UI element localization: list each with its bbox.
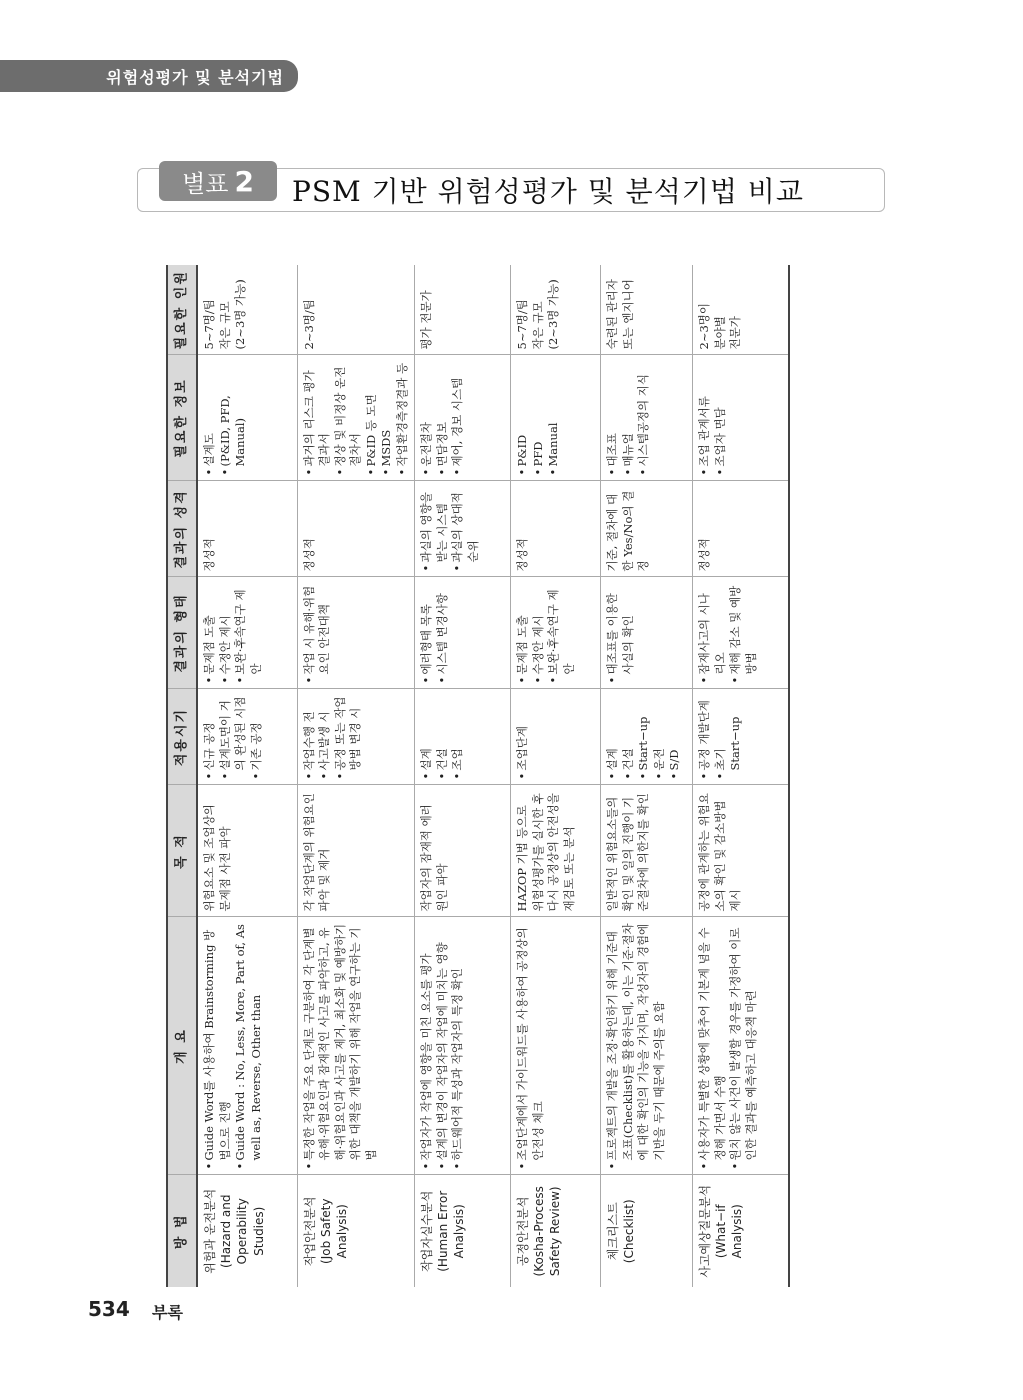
bullet-item: • 공정 개발단계 [697, 695, 713, 780]
bullet-item: • 건설 [621, 695, 637, 780]
bullet-list [419, 487, 481, 572]
bullet-item: • MSDS [379, 361, 395, 476]
cell-info [297, 355, 415, 481]
cell-timing [297, 689, 415, 785]
bullet-item: • 조업자 면담 [713, 361, 729, 476]
bullet-item: • P&ID 등 도면 [364, 361, 380, 476]
bullet-item: • P&ID [515, 361, 531, 476]
table-row [601, 265, 693, 1287]
bullet-item: • 프로젝트의 개발을 조정·확인하기 위해 기준대조표(Checklist)를 활용하는데, 이는 기준·절차에 대한 확인의 기능을 가지며, 작성자의 경험에 기반을 두기 때문에 주의를 요함 [605, 923, 667, 1170]
bullet-list [419, 695, 466, 780]
bullet-item: • 보완·후속연구 제안 [233, 583, 264, 684]
cell-people: 평가 전문가 [415, 265, 511, 355]
bullet-item: • 재해 감소 및 예방 방법 [728, 583, 759, 684]
table-title: PSM 기반 위험성평가 및 분석기법 비교 [292, 175, 804, 208]
table-body [197, 265, 789, 1287]
table-label-number: 2 [234, 164, 254, 198]
cell-method: 작업자실수분석 (Human Error Analysis) [415, 1175, 511, 1287]
bullet-item: • 사고발생 시 [317, 695, 333, 780]
bullet-list [202, 361, 249, 476]
cell-method: 공정안전분석 (Kosha-Process Safety Review) [511, 1175, 601, 1287]
bullet-item: • 공정 또는 작업 방법 변경 시 [333, 695, 364, 780]
cell-info [511, 355, 601, 481]
bullet-item: • Manual [546, 361, 562, 476]
cell-info [601, 355, 693, 481]
bullet-item: • 제어, 경보 시스템 [450, 361, 466, 476]
bullet-item: • 과거의 리스크 평가 결과서 [302, 361, 333, 476]
cell-method: 체크리스트 (Checklist) [601, 1175, 693, 1287]
bullet-item: • 수정안 제시 [218, 583, 234, 684]
bullet-item: • 과실의 영향을 받는 시스템 [419, 487, 450, 572]
table-row [693, 265, 789, 1287]
bullet-item: • 작업자가 작업에 영향을 미친 요소를 평가 [419, 923, 435, 1170]
bullet-item: • 정상 및 비정상 운전 절차서 [333, 361, 364, 476]
cell-method: 사고예상질문분석 (What−if Analysis) [693, 1175, 789, 1287]
cell-timing [693, 689, 789, 785]
cell-purpose: 공정에 관계하는 위험요소의 확인 및 감소방법 제시 [693, 785, 789, 917]
cell-result-nature: 정성적 [297, 481, 415, 577]
cell-purpose: HAZOP 기법 등으로 위험성평가를 실시한 후 다시 공정상의 안전성을 재검토 또는 분석 [511, 785, 601, 917]
bullet-list [697, 361, 728, 476]
table-row [197, 265, 297, 1287]
header-cell: 결과의 성격 [167, 481, 197, 577]
bullet-item: • Guide Word를 사용하여 Brainstorming 방법으로 진행 [202, 923, 233, 1170]
cell-timing [601, 689, 693, 785]
bullet-list [697, 583, 759, 684]
bullet-list [605, 695, 683, 780]
bullet-list [302, 361, 411, 476]
cell-method: 위험과 운전분석 (Hazard and Operability Studies) [197, 1175, 297, 1287]
cell-result-form [693, 577, 789, 689]
bullet-item: • (P&ID, PFD, Manual) [218, 361, 249, 476]
cell-purpose: 일반적인 위험요소들의 확인 및 일의 진행이 기준절차에 의한지를 확인 [601, 785, 693, 917]
bullet-item: • 작업 시 유해·위험요인 안전대책 [302, 583, 333, 684]
bullet-item: • 작업수행 전 [302, 695, 318, 780]
cell-result-form [511, 577, 601, 689]
bullet-list [605, 923, 667, 1170]
bullet-item: • 보완·후속연구 제안 [546, 583, 577, 684]
bullet-item: • 에러형태 목록 [419, 583, 435, 684]
cell-people: 숙련된 관리자 또는 엔지니어 [601, 265, 693, 355]
bullet-list [697, 695, 744, 780]
bullet-item: • 수정안 제시 [531, 583, 547, 684]
header-cell: 방 법 [167, 1175, 197, 1287]
bullet-item: • 특정한 작업을 주요 단계로 구분하여 각 단계별 유해·위험요인과 잠재적인 사고를 파악하고, 유해·위험요인과 사고를 제거, 최소화 및 예방하기 위한 대책을 개발하기 위해 작업을 연구하는 기법 [302, 923, 380, 1170]
cell-timing [197, 689, 297, 785]
bullet-item: • 건설 [435, 695, 451, 780]
bullet-list [302, 695, 364, 780]
bullet-list [515, 923, 546, 1170]
cell-overview [297, 917, 415, 1175]
table-row [415, 265, 511, 1287]
bullet-item: • 하드웨어적 특성과 작업자의 특정 확인 [450, 923, 466, 1170]
cell-people: 2~3명이 분야별 전문가 [693, 265, 789, 355]
bullet-list [419, 583, 450, 684]
bullet-item: • PFD [531, 361, 547, 476]
bullet-item: • 대조표 [605, 361, 621, 476]
bullet-item: • 조업 관계서류 [697, 361, 713, 476]
bullet-item: • 초기 Start−up [713, 695, 744, 780]
page-number: 534 [88, 1297, 130, 1321]
cell-people: 2~3명/팀 [297, 265, 415, 355]
bullet-item: • 과실의 상대적 순위 [450, 487, 481, 572]
bullet-list [419, 923, 466, 1170]
bullet-item: • 조업단계에서 가이드워드를 사용하여 공정상의 안전성 체크 [515, 923, 546, 1170]
bullet-list [605, 583, 636, 684]
table-label-text: 별표 [182, 169, 229, 198]
bullet-item: • 잠재사고의 시나리오 [697, 583, 728, 684]
cell-purpose: 위험요소 및 조업상의 문제점 사전 파악 [197, 785, 297, 917]
bullet-item: • 시스템 변경사항 [435, 583, 451, 684]
bullet-list [515, 583, 577, 684]
cell-timing [511, 689, 601, 785]
header-cell: 결과의 형태 [167, 577, 197, 689]
bullet-item: • 면담정보 [435, 361, 451, 476]
header-cell: 필요한 정보 [167, 355, 197, 481]
bullet-list [515, 695, 531, 780]
cell-overview [601, 917, 693, 1175]
bullet-list [515, 361, 562, 476]
cell-result-nature: 정성적 [693, 481, 789, 577]
bullet-item: • 조업 [450, 695, 466, 780]
cell-result-form [415, 577, 511, 689]
cell-overview [693, 917, 789, 1175]
cell-purpose: 각 작업단계의 위험요인 파악 및 제거 [297, 785, 415, 917]
cell-info [415, 355, 511, 481]
section-header-label: 위험성평가 및 분석기법 [106, 67, 284, 87]
cell-result-nature: 기준, 절차에 대한 Yes/No의 결정 [601, 481, 693, 577]
bullet-list [202, 583, 264, 684]
bullet-list [302, 923, 380, 1170]
bullet-list [605, 361, 652, 476]
table-row [297, 265, 415, 1287]
cell-timing [415, 689, 511, 785]
bullet-item: • 설계도 [202, 361, 218, 476]
bullet-list [302, 583, 333, 684]
bullet-item: • Guide Word : No, Less, More, Part of, As well as, Reverse, Other than [233, 923, 264, 1170]
page-section-label: 부록 [152, 1303, 183, 1322]
header-cell: 필요한 인원 [167, 265, 197, 355]
cell-info [693, 355, 789, 481]
section-header-tab [0, 60, 298, 92]
bullet-item: • 시스템공정의 지식 [636, 361, 652, 476]
bullet-list [202, 695, 264, 780]
bullet-item: • 운전절차 [419, 361, 435, 476]
bullet-item: • 기존 공정 [249, 695, 265, 780]
bullet-item: • 문제점 도출 [515, 583, 531, 684]
bullet-item: • 설계 [605, 695, 621, 780]
bullet-item: • 운전 [652, 695, 668, 780]
rotated-table-container [166, 265, 786, 1287]
cell-result-form [197, 577, 297, 689]
bullet-item: • S/D [667, 695, 683, 780]
cell-people: 5~7명/팀 작은 규모 (2~3명 가능) [197, 265, 297, 355]
bullet-item: • 설계 [419, 695, 435, 780]
header-cell: 목 적 [167, 785, 197, 917]
bullet-item: • 작업환경측정결과 등 [395, 361, 411, 476]
bullet-item: • Start−up [636, 695, 652, 780]
bullet-item: • 신규 공정 [202, 695, 218, 780]
cell-overview [415, 917, 511, 1175]
bullet-list [202, 923, 264, 1170]
bullet-list [697, 923, 759, 1170]
cell-purpose: 작업자의 잠재적 에러 원인 파악 [415, 785, 511, 917]
bullet-item: • 설계의 변경이 작업자의 작업에 미치는 영향 [435, 923, 451, 1170]
bullet-item: • 설계도면이 거의 완성된 시점 [218, 695, 249, 780]
cell-overview [511, 917, 601, 1175]
cell-result-form [601, 577, 693, 689]
bullet-item: • 대조표를 이용한 사실의 확인 [605, 583, 636, 684]
cell-overview [197, 917, 297, 1175]
bullet-item: • 사용자가 특별한 상황에 맞추어 기본계 념을 수정해 가면서 수행 [697, 923, 728, 1170]
header-cell: 적용시기 [167, 689, 197, 785]
header-cell: 개 요 [167, 917, 197, 1175]
cell-result-nature: 정성적 [197, 481, 297, 577]
cell-info [197, 355, 297, 481]
table-row [511, 265, 601, 1287]
table-label-badge [159, 161, 277, 201]
bullet-list [419, 361, 466, 476]
bullet-item: • 문제점 도출 [202, 583, 218, 684]
bullet-item: • 조업단계 [515, 695, 531, 780]
cell-method: 작업안전분석 (Job Safety Analysis) [297, 1175, 415, 1287]
cell-result-nature [415, 481, 511, 577]
bullet-item: • 원치 않는 사건이 발생할 경우를 가정하여 이로 인한 결과를 예측하고 대응책 마련 [728, 923, 759, 1170]
cell-result-nature: 정성적 [511, 481, 601, 577]
bullet-item: • 매뉴얼 [621, 361, 637, 476]
cell-people: 5~7명/팀 작은 규모 (2~3명 가능) [511, 265, 601, 355]
cell-result-form [297, 577, 415, 689]
table-header-row [167, 265, 197, 1287]
comparison-table [166, 265, 790, 1287]
